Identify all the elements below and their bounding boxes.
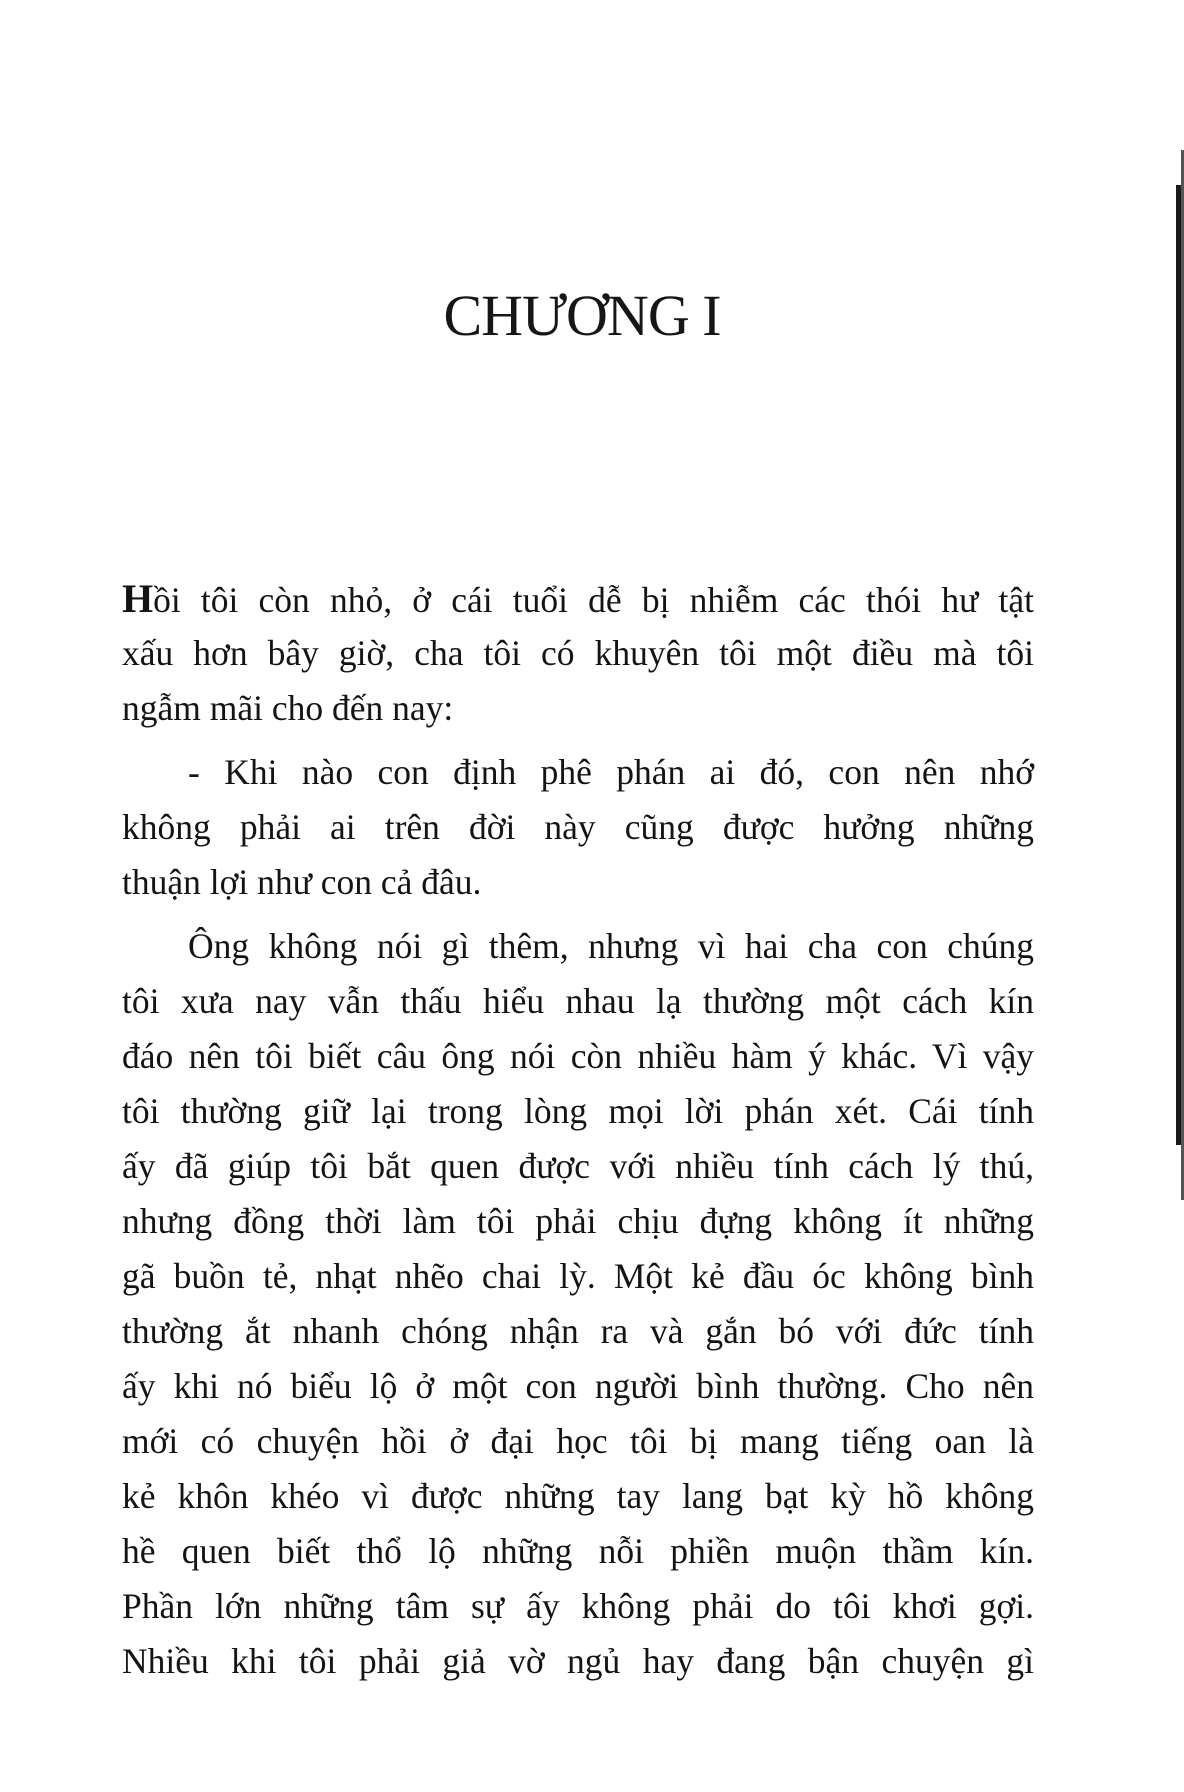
chapter-title: CHƯƠNG I	[443, 283, 721, 348]
text-line: mới có chuyện hồi ở đại học tôi bị mang tiếng oan là	[122, 1421, 1034, 1461]
text-line: tôi thường giữ lại trong lòng mọi lời phán xét. Cái tính	[122, 1091, 1034, 1131]
page-edge-shadow	[1176, 185, 1181, 1145]
text-line: Phần lớn những tâm sự ấy không phải do tôi khơi gợi.	[122, 1586, 1034, 1626]
drop-cap: H	[122, 576, 154, 621]
text-line: ngẫm mãi cho đến nay:	[122, 688, 454, 728]
text-line: kẻ khôn khéo vì được những tay lang bạt kỳ hồ không	[122, 1476, 1034, 1516]
text-line: hề quen biết thổ lộ những nỗi phiền muộn thầm kín.	[122, 1531, 1034, 1571]
text-line: xấu hơn bây giờ, cha tôi có khuyên tôi một điều mà tôi	[122, 633, 1034, 673]
text-line: đáo nên tôi biết câu ông nói còn nhiều hàm ý khác. Vì vậy	[122, 1036, 1034, 1076]
text-line-content: ồi tôi còn nhỏ, ở cái tuổi dễ bị nhiễm các thói hư tật	[153, 580, 1034, 620]
text-line: - Khi nào con định phê phán ai đó, con nên nhớ	[188, 752, 1034, 792]
text-line: ấy đã giúp tôi bắt quen được với nhiều tính cách lý thú,	[122, 1146, 1034, 1186]
text-line: ấy khi nó biểu lộ ở một con người bình thường. Cho nên	[122, 1366, 1034, 1406]
text-line: thường ắt nhanh chóng nhận ra và gắn bó với đức tính	[122, 1311, 1034, 1351]
chapter-body	[122, 571, 1034, 1689]
text-line: không phải ai trên đời này cũng được hưởng những	[122, 807, 1034, 847]
text-line: thuận lợi như con cả đâu.	[122, 862, 482, 902]
text-line: tôi xưa nay vẫn thấu hiểu nhau lạ thường một cách kín	[122, 981, 1034, 1021]
text-line: gã buồn tẻ, nhạt nhẽo chai lỳ. Một kẻ đầu óc không bình	[122, 1256, 1034, 1296]
text-line: Nhiều khi tôi phải giả vờ ngủ hay đang bận chuyện gì	[122, 1641, 1034, 1681]
text-line: Ông không nói gì thêm, nhưng vì hai cha con chúng	[188, 926, 1034, 966]
text-line: nhưng đồng thời làm tôi phải chịu đựng không ít những	[122, 1201, 1034, 1241]
text-line	[122, 571, 1034, 626]
